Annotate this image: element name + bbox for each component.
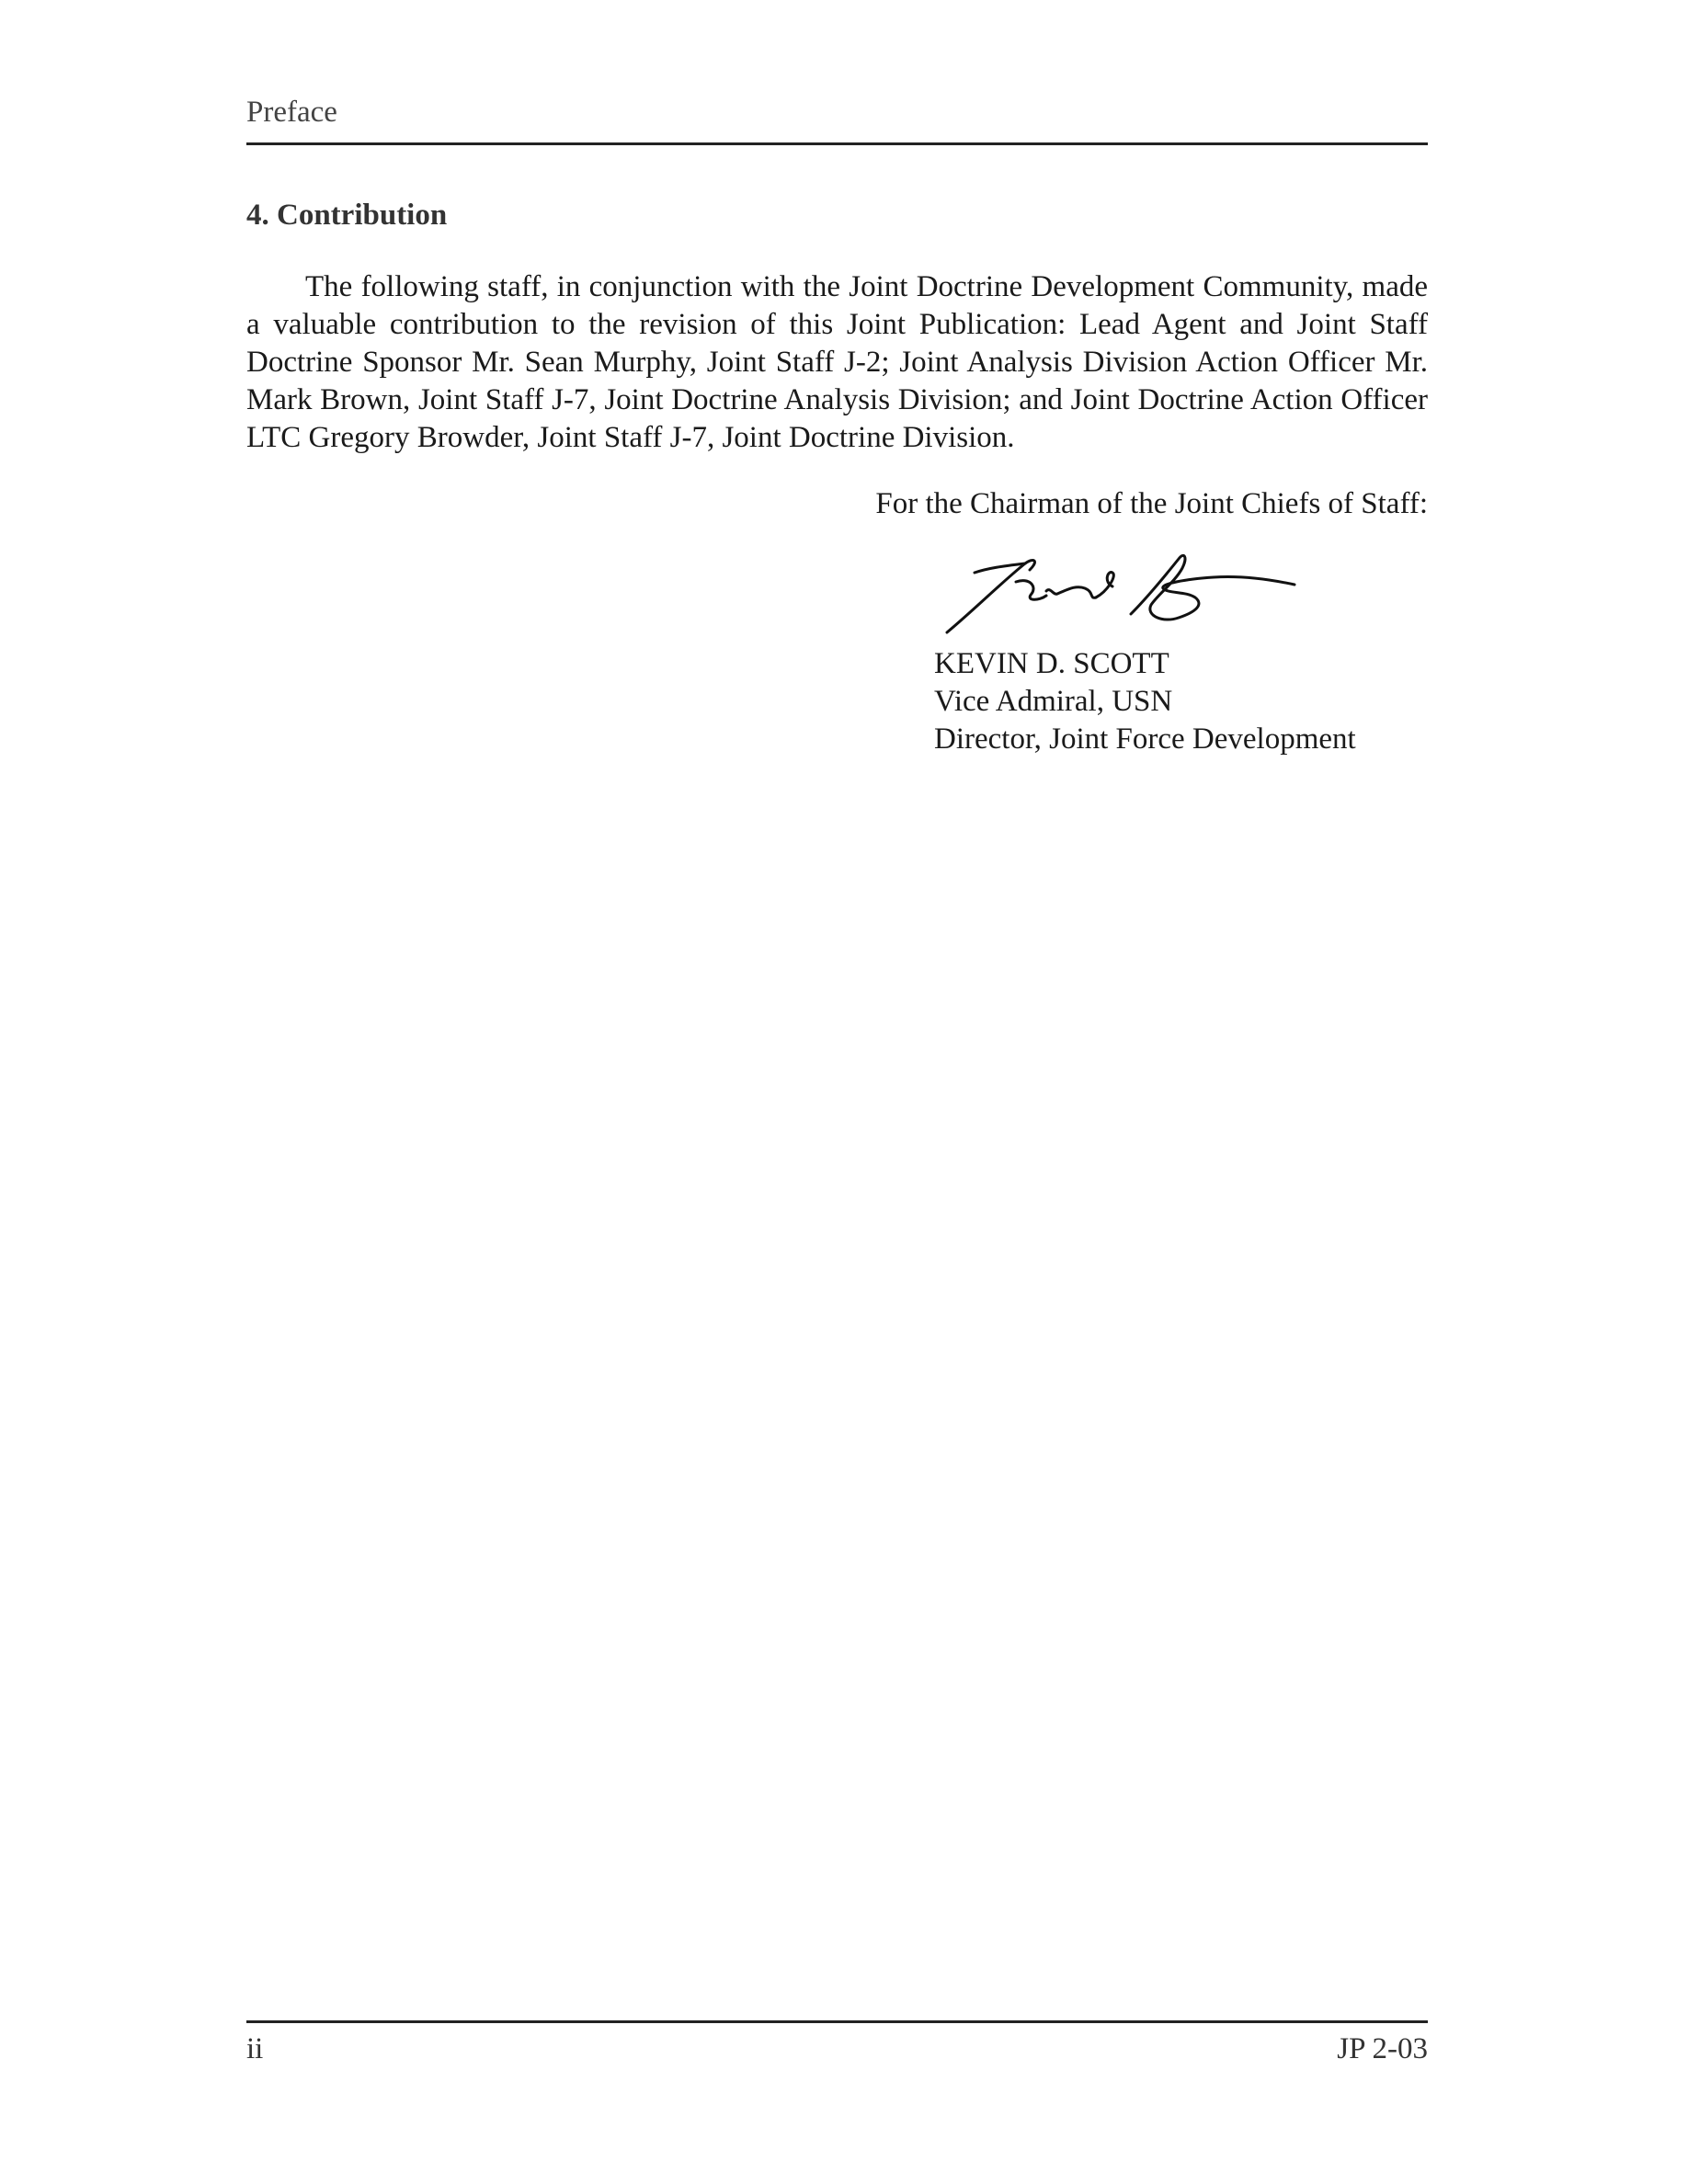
running-header: Preface: [246, 96, 337, 129]
header-rule: [246, 142, 1428, 145]
closing-line: For the Chairman of the Joint Chiefs of Staff:: [875, 487, 1428, 520]
section-heading: 4. Contribution: [246, 199, 448, 232]
page-number: ii: [246, 2032, 264, 2065]
contribution-paragraph: The following staff, in conjunction with the Joint Doctrine Development Community, made a valuable contribution to the revision of this Joint Publication: Lead Agent and Joint Staff Doctrine Sponsor Mr. Sean Murphy, Joint Staff J-2; Joint Analysis Division Action Officer Mr. Mark Brown, Joint Staff J-7, Joint Doctrine Analysis Division; and Joint Doctrine Action Officer LTC Gregory Browder, Joint Staff J-7, Joint Doctrine Division.: [246, 270, 1428, 454]
publication-id: JP 2-03: [1337, 2032, 1428, 2065]
footer-rule: [246, 2020, 1428, 2023]
signatory-name: KEVIN D. SCOTT: [934, 647, 1169, 680]
signatory-title: Director, Joint Force Development: [934, 722, 1356, 756]
signature: [938, 540, 1324, 642]
signature-block: [934, 645, 1356, 758]
signatory-rank: Vice Admiral, USN: [934, 685, 1173, 718]
